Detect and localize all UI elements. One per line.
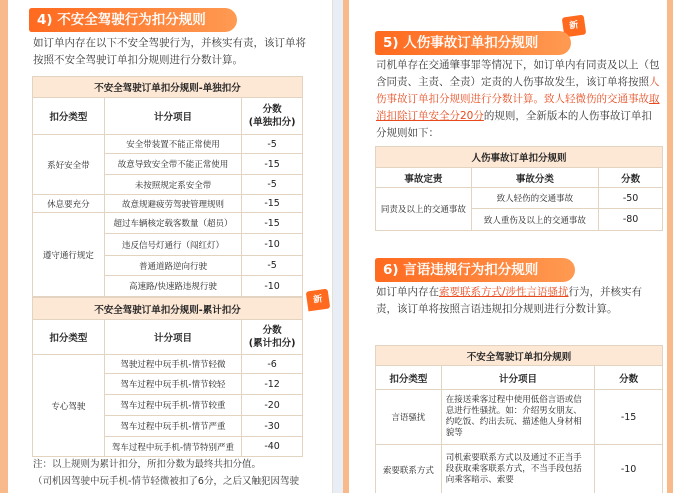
table-caption: 不安全驾驶订单扣分规则-累计扣分	[33, 298, 303, 320]
points-cell: -80	[599, 209, 663, 231]
item-cell: 故意规避疲劳驾驶管理规则	[104, 195, 241, 213]
section-6-text-a: 如订单内存在	[376, 286, 439, 298]
points-cell: -5	[242, 135, 303, 154]
section-5-text-b: 的规则，全新版本的人伤事故订单扣分规则如下：	[376, 110, 652, 139]
col-header-item: 计分项目	[441, 366, 594, 390]
verbal-violation-table	[375, 345, 663, 493]
cumulative-deduction-table	[32, 297, 303, 457]
item-cell: 司机索要联系方式以及通过不正当手段获取乘客联系方式，不当手段包括向乘客暗示、索要	[441, 445, 594, 493]
category-cell: 专心驾驶	[33, 355, 105, 457]
right-accent-border-right	[667, 0, 673, 493]
section-5-text-a: 司机单存在交通肇事罪等情况下，如订单内有同责及以上（包含同责、主责、全责）定责的人伤事故发生，该订单将按照	[376, 59, 660, 88]
table-caption: 不安全驾驶订单扣分规则	[376, 346, 663, 366]
points-cell: -20	[242, 395, 303, 416]
injury-accident-table	[375, 146, 663, 231]
item-cell: 超过车辆核定载客数量（超员）	[104, 213, 241, 234]
left-panel	[0, 0, 333, 493]
note-line-2: （司机因驾驶中玩手机-情节轻微被扣了6分，之后又触犯因驾驶	[33, 476, 299, 487]
item-cell: 在接送乘客过程中使用低俗言语或信息进行性骚扰。如：介绍男女朋友、约吃饭、约出去玩、描述他人身材相貌等	[441, 390, 594, 445]
col-header-liability: 事故定责	[376, 168, 472, 188]
section-6-text-b: 行为，并核实有责，该订单将按照言语违规扣分规则进行分数计算。	[376, 286, 643, 315]
points-cell: -10	[242, 234, 303, 256]
points-cell: -30	[242, 416, 303, 437]
item-cell: 违反信号灯通行（闯红灯）	[104, 234, 241, 256]
item-cell: 驾车过程中玩手机-情节较重	[104, 395, 241, 416]
points-cell: -40	[242, 437, 303, 457]
col-header-type: 扣分类型	[376, 366, 442, 390]
col-header-type: 扣分类型	[33, 98, 105, 135]
points-cell: -15	[242, 154, 303, 175]
section-6-title: 6) 言语违规行为扣分规则	[375, 258, 575, 282]
table-caption: 不安全驾驶订单扣分规则-单独扣分	[33, 77, 303, 98]
category-cell: 系好安全带	[33, 135, 105, 195]
note-line-1: 注：以上规则为累计扣分，所扣分数为最终共扣分值。	[33, 459, 262, 470]
item-cell: 普通道路逆向行驶	[104, 256, 241, 276]
right-accent-border-left	[343, 0, 349, 493]
section-6-text	[376, 284, 662, 318]
col-header-points: 分数 (单独扣分)	[242, 98, 303, 135]
col-header-points: 分数 (累计扣分)	[242, 320, 303, 355]
category-cell: 索要联系方式	[376, 445, 442, 493]
col-header-item: 计分项目	[104, 98, 241, 135]
points-cell: -5	[242, 175, 303, 195]
section-5-highlight-1: 人伤事故订单扣分规则进行分数计算。致人轻微伤的交通事故	[376, 76, 660, 105]
category-cell: 同责及以上的交通事故	[376, 188, 472, 231]
section-4-title: 4) 不安全驾驶行为扣分规则	[29, 8, 237, 32]
new-badge: 新	[306, 289, 331, 312]
col-header-points: 分数	[599, 168, 663, 188]
col-header-category: 事故分类	[471, 168, 599, 188]
single-deduction-table	[32, 76, 303, 297]
item-cell: 致人重伤及以上的交通事故	[471, 209, 599, 231]
points-cell: -10	[242, 276, 303, 297]
item-cell: 故意导致安全带不能正常使用	[104, 154, 241, 175]
col-header-points: 分数	[595, 366, 663, 390]
points-cell: -12	[242, 374, 303, 395]
col-header-item: 计分项目	[104, 320, 241, 355]
points-cell: -10	[595, 445, 663, 493]
item-cell: 高速路/快速路违规行驶	[104, 276, 241, 297]
item-cell: 未按照规定系安全带	[104, 175, 241, 195]
points-cell: -5	[242, 256, 303, 276]
category-cell: 言语骚扰	[376, 390, 442, 445]
col-header-type: 扣分类型	[33, 320, 105, 355]
item-cell: 驾车过程中玩手机-情节特别严重	[104, 437, 241, 457]
section-5-text	[376, 57, 662, 142]
item-cell: 安全带装置不能正常使用	[104, 135, 241, 154]
new-badge: 新	[562, 15, 587, 38]
section-4-intro: 如订单内存在以下不安全驾驶行为，并核实有责，该订单将按照不安全驾驶订单扣分规则进行分数计算。	[33, 37, 306, 66]
table-caption: 人伤事故订单扣分规则	[376, 147, 663, 168]
item-cell: 驾车过程中玩手机-情节较轻	[104, 374, 241, 395]
section-5-title: 5) 人伤事故订单扣分规则	[375, 31, 571, 55]
item-cell: 驾车过程中玩手机-情节严重	[104, 416, 241, 437]
left-accent-border	[0, 0, 8, 493]
right-panel	[343, 0, 673, 493]
section-6-highlight: 索要联系方式/涉性言语骚扰	[439, 286, 569, 298]
category-cell: 遵守通行规定	[33, 213, 105, 297]
section-5-highlight-2: 取消扣除订单安全分20分	[376, 93, 660, 122]
points-cell: -15	[595, 390, 663, 445]
category-cell: 休息要充分	[33, 195, 105, 213]
points-cell: -50	[599, 188, 663, 209]
points-cell: -15	[242, 195, 303, 213]
item-cell: 驾驶过程中玩手机-情节轻微	[104, 355, 241, 374]
points-cell: -15	[242, 213, 303, 234]
item-cell: 致人轻伤的交通事故	[471, 188, 599, 209]
points-cell: -6	[242, 355, 303, 374]
